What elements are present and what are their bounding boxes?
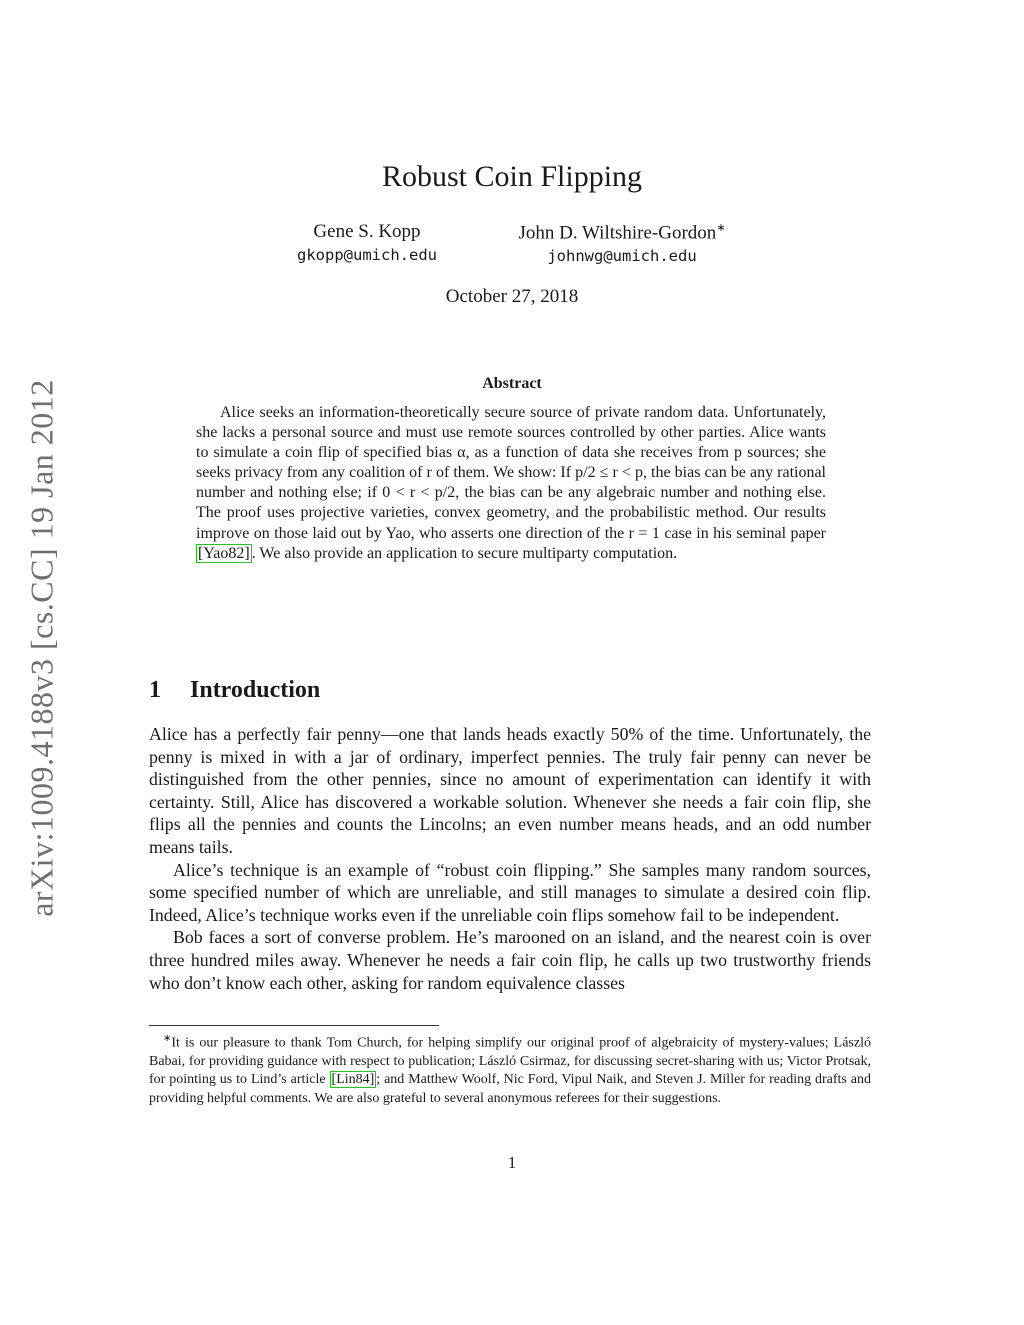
footnote-mark: ∗ [163,1033,172,1044]
footnote-divider [149,1025,439,1026]
page-number: 1 [507,1153,517,1172]
author-name: Gene S. Kopp [313,221,421,242]
section-title: Introduction [190,677,321,703]
footnote: ∗It is our pleasure to thank Tom Church, for helping simplify our original proof of algebraicity of mystery-values; László Babai, for providing guidance with respect to publication; László Csirmaz, for discussing secret-sharing with us; Victor Protsak, for pointing us to Lind’s article [Lin84] ; and Matthew Woolf, Nic Ford, Vipul Naik, and Steven J. Miller for reading drafts and providing helpful comments. We are also grateful to several anonymous referees for their suggestions. [149,1033,871,1106]
author-email[interactable]: johnwg@umich.edu [547,247,697,266]
section-heading [149,677,320,704]
paragraph: Bob faces a sort of converse problem. He’s marooned on an island, and the nearest coin is over three hundred miles away. Whenever he needs a fair coin flip, he calls up two trustworthy friends who don’t know each other, asking for random equivalence classes [149,927,871,993]
paragraph: Alice has a perfectly fair penny—one that lands heads exactly 50% of the time. Unfortunately, the penny is mixed in with a jar of ordinary, imperfect pennies. The truly fair penny can never be distinguished from the other pennies, since no amount of experimentation can identify it with certainty. Still, Alice has discovered a workable solution. Whenever she needs a fair coin flip, she flips all the pennies and counts the Lincolns; an even number means heads, and an odd number means tails. [149,724,871,857]
author-name: John D. Wiltshire-Gordon∗ [518,222,726,244]
arxiv-identifier: arXiv:1009.4188v3 [cs.CC] 19 Jan 2012 [23,379,60,917]
section-number: 1 [149,677,161,703]
citation-link[interactable]: [Lin84] [331,1072,375,1088]
author-block-1 [267,221,467,264]
citation-link[interactable]: [Yao82] [198,544,250,562]
footnote-mark[interactable]: ∗ [716,222,726,234]
section-body [149,723,871,994]
publication-date: October 27, 2018 [445,286,579,307]
abstract-text: Alice seeks an information-theoretically secure source of private random data. Unfortunately, she lacks a personal source and must use remote sources controlled by other parties. Alice wants to simulate a coin flip of specified bias α, as a function of data she receives from p sources; she seeks privacy from any coalition of r of them. We show: If p/2 ≤ r < p, the bias can be any rational number and nothing else; if 0 < r < p/2, the bias can be any algebraic number and nothing else. The proof uses projective varieties, convex geometry, and the probabilistic method. Our results improve on those laid out by Yao, who asserts one direction of the r = 1 case in his seminal paper [Yao82] . We also provide an application to secure multiparty computation. [196,404,826,562]
abstract-heading: Abstract [482,375,542,392]
paper-title: Robust Coin Flipping [381,160,643,193]
author-email[interactable]: gkopp@umich.edu [297,246,437,264]
paragraph: Alice’s technique is an example of “robust coin flipping.” She samples many random sources, some specified number of which are unreliable, and still manages to simulate a desired coin flip. Indeed, Alice’s technique works even if the unreliable coin flips somehow fail to be independent. [149,859,871,925]
author-block-2 [482,221,762,265]
